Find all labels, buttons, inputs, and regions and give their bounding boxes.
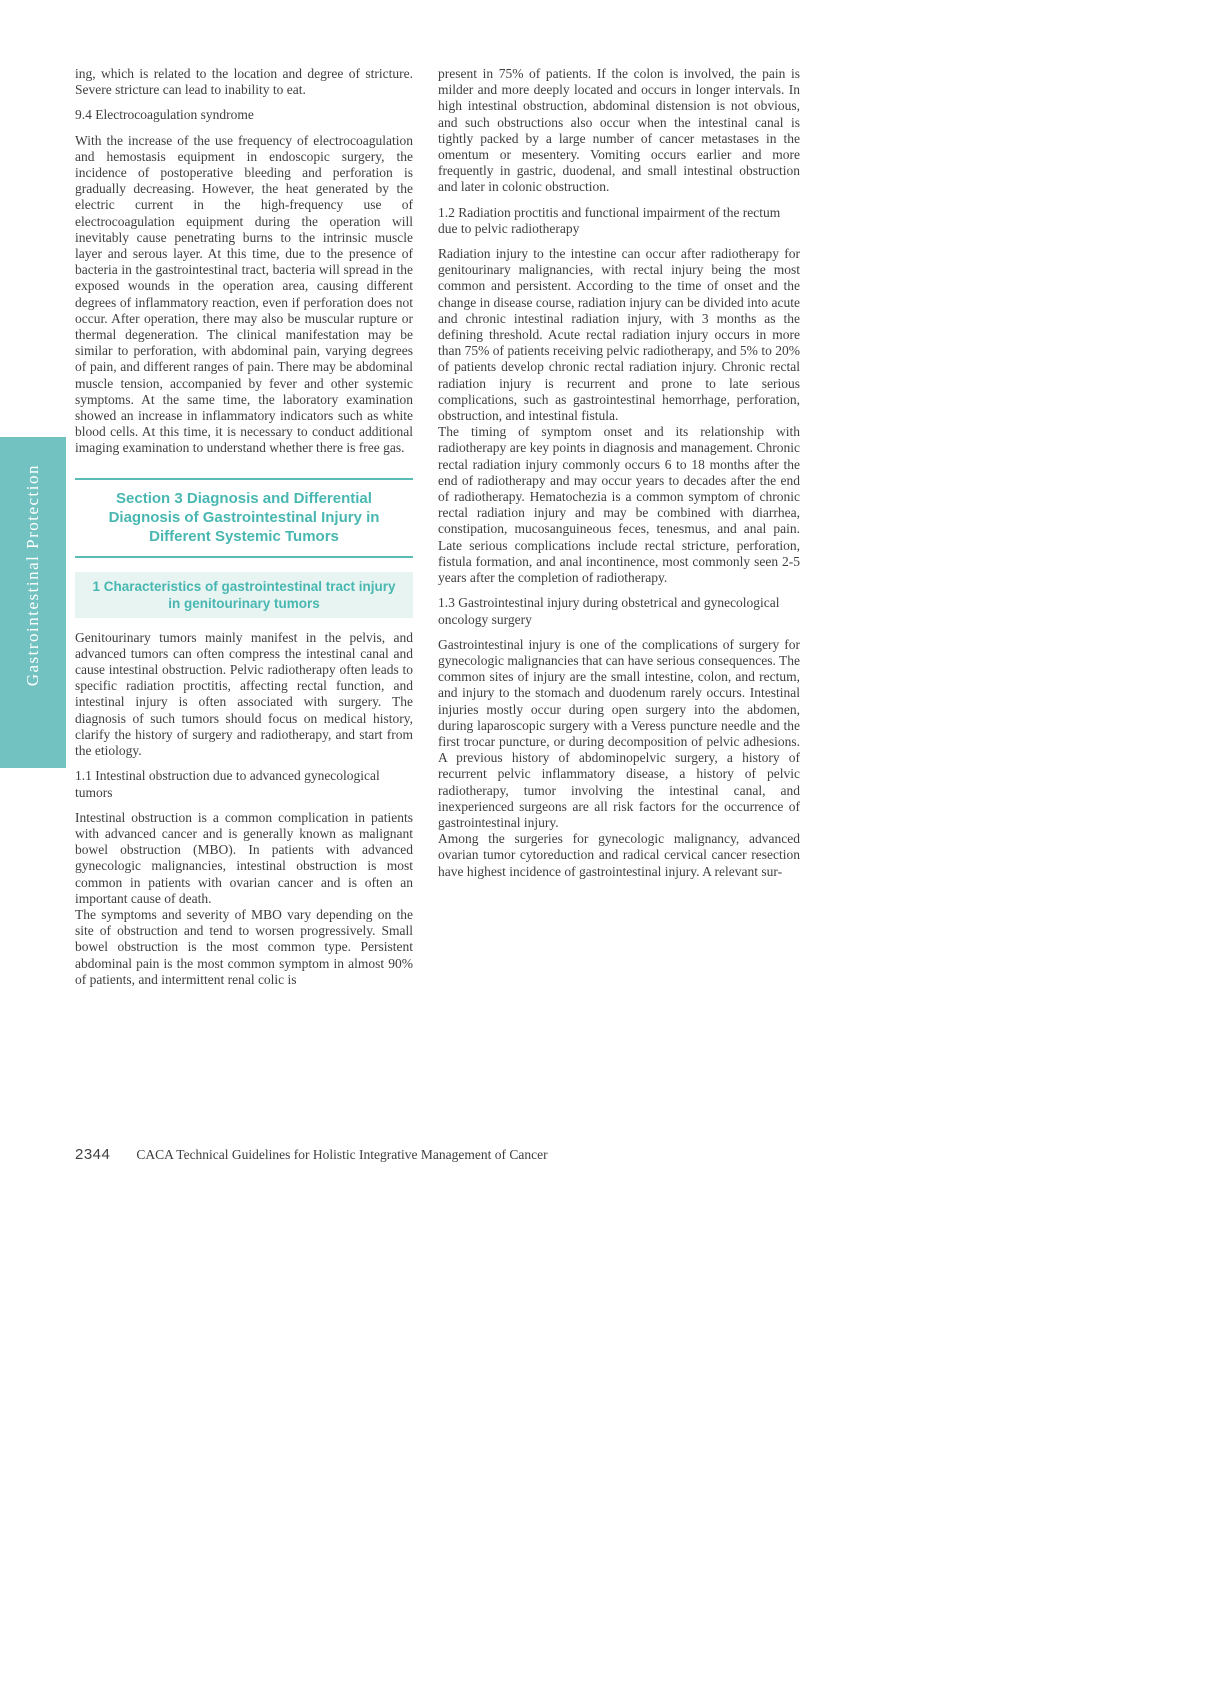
page-footer — [75, 1146, 775, 1163]
paragraph: With the increase of the use frequency of electrocoagulation and hemostasis equipment in endoscopic surgery, the incidence of postoperative bleeding and perforation is gradually decreasing. However, the heat generated by the electric current in the high-frequency use of electrocoagulation equipment during the operation will inevitably cause penetrating burns to the intrinsic muscle layer and serous layer. At this time, due to the presence of bacteria in the gastrointestinal tract, bacteria will spread in the exposed wounds in the operation area, causing different degrees of inflammatory reaction, even if perforation does not occur. After operation, there may also be muscular rupture or thermal degeneration. The clinical manifestation may be similar to perforation, with abdominal pain, varying degrees of pain, and different ranges of pain. There may be abdominal muscle tension, accompanied by fever and other systemic symptoms. At the same time, the laboratory examination showed an increase in inflammatory indicators such as white blood cells. At this time, it is necessary to conduct additional imaging examination to understand whether there is free gas. — [75, 132, 413, 456]
footer-title: CACA Technical Guidelines for Holistic Integrative Management of Cancer — [136, 1147, 548, 1162]
left-column — [75, 66, 413, 988]
page-number: 2344 — [75, 1146, 111, 1163]
paragraph: Radiation injury to the intestine can occur after radiotherapy for genitourinary malignancies, with rectal injury being the most common and persistent. According to the time of onset and the change in disease course, radiation injury can be divided into acute and chronic intestinal radiation injury, with 3 months as the defining threshold. Acute rectal radiation injury occurs in more than 75% of patients receiving pelvic radiotherapy, and 5% to 20% of patients develop chronic rectal radiation injury. Chronic rectal radiation injury is recurrent and prone to late serious complications, such as gastrointestinal hemorrhage, perforation, obstruction, and intestinal fistula. — [438, 246, 800, 424]
subsection-heading: 1.1 Intestinal obstruction due to advanced gynecological tumors — [75, 768, 380, 800]
subsection-heading: 1.2 Radiation proctitis and functional impairment of the rectum due to pelvic radiotherapy — [438, 204, 781, 236]
paragraph: The timing of symptom onset and its relationship with radiotherapy are key points in diagnosis and management. Chronic rectal radiation injury commonly occurs 6 to 18 months after the end of radiotherapy and may occur years to decades after the end of radiotherapy. Hematochezia is a common symptom of chronic rectal radiation injury and may be combined with diarrhea, constipation, mucosanguineous feces, tenesmus, and anal pain. Late serious complications include rectal stricture, perforation, fistula formation, and anal incontinence, most commonly seen 2-5 years after the completion of radiotherapy. — [438, 424, 800, 586]
highlight-box: 1 Characteristics of gastrointestinal tract injury in genitourinary tumors — [75, 572, 413, 618]
right-column — [438, 66, 800, 880]
paragraph: present in 75% of patients. If the colon is involved, the pain is milder and more deeply located and occurs in longer intervals. In high intestinal obstruction, abdominal distension is not obvious, and such obstructions also occur when the intestinal canal is tightly packed by a large number of cancer metastases in the omentum or mesentery. Vomiting occurs earlier and more frequently in gastric, duodenal, and small intestinal obstruction and later in colonic obstruction. — [438, 66, 800, 195]
sidebar-tab — [0, 437, 66, 768]
subsection-heading: 1.3 Gastrointestinal injury during obstetrical and gynecological oncology surgery — [438, 595, 780, 627]
sidebar-tab-label: Gastrointestinal Protection — [23, 463, 42, 687]
paragraph: Among the surgeries for gynecologic malignancy, advanced ovarian tumor cytoreduction and radical cervical cancer resection have highest incidence of gastrointestinal injury. A relevant sur- — [438, 831, 800, 879]
subsection-heading: 9.4 Electrocoagulation syndrome — [75, 107, 254, 123]
section-heading: Section 3 Diagnosis and Differential Diagnosis of Gastrointestinal Injury in Different Systemic Tumors — [75, 478, 413, 558]
paragraph: ing, which is related to the location and degree of stricture. Severe stricture can lead to inability to eat. — [75, 66, 413, 98]
paragraph: The symptoms and severity of MBO vary depending on the site of obstruction and tend to worsen progressively. Small bowel obstruction is the most common type. Persistent abdominal pain is the most common symptom in almost 90% of patients, and intermittent renal colic is — [75, 906, 413, 987]
paragraph: Genitourinary tumors mainly manifest in the pelvis, and advanced tumors can often compress the intestinal canal and cause intestinal obstruction. Pelvic radiotherapy often leads to specific radiation proctitis, affecting rectal function, and intestinal injury is often associated with surgery. The diagnosis of such tumors should focus on medical history, clarify the history of surgery and radiotherapy, and start from the etiology. — [75, 629, 413, 759]
paragraph: Intestinal obstruction is a common complication in patients with advanced cancer and is generally known as malignant bowel obstruction (MBO). In patients with advanced gynecologic malignancies, intestinal obstruction is most common in patients with ovarian cancer and is often an important cause of death. — [75, 809, 413, 906]
paragraph: Gastrointestinal injury is one of the complications of surgery for gynecologic malignancies that can have serious consequences. The common sites of injury are the small intestine, colon, and rectum, and injury to the stomach and duodenum rarely occurs. Intestinal injuries mostly occur during open surgery into the abdomen, during laparoscopic surgery with a Veress puncture needle and the first trocar puncture, or during decomposition of pelvic adhesions. A previous history of abdominopelvic surgery, a history of recurrent pelvic inflammatory disease, a history of pelvic radiotherapy, tumor involving the intestinal canal, and inexperienced surgeons are all risk factors for the occurrence of gastrointestinal injury. — [438, 636, 800, 830]
